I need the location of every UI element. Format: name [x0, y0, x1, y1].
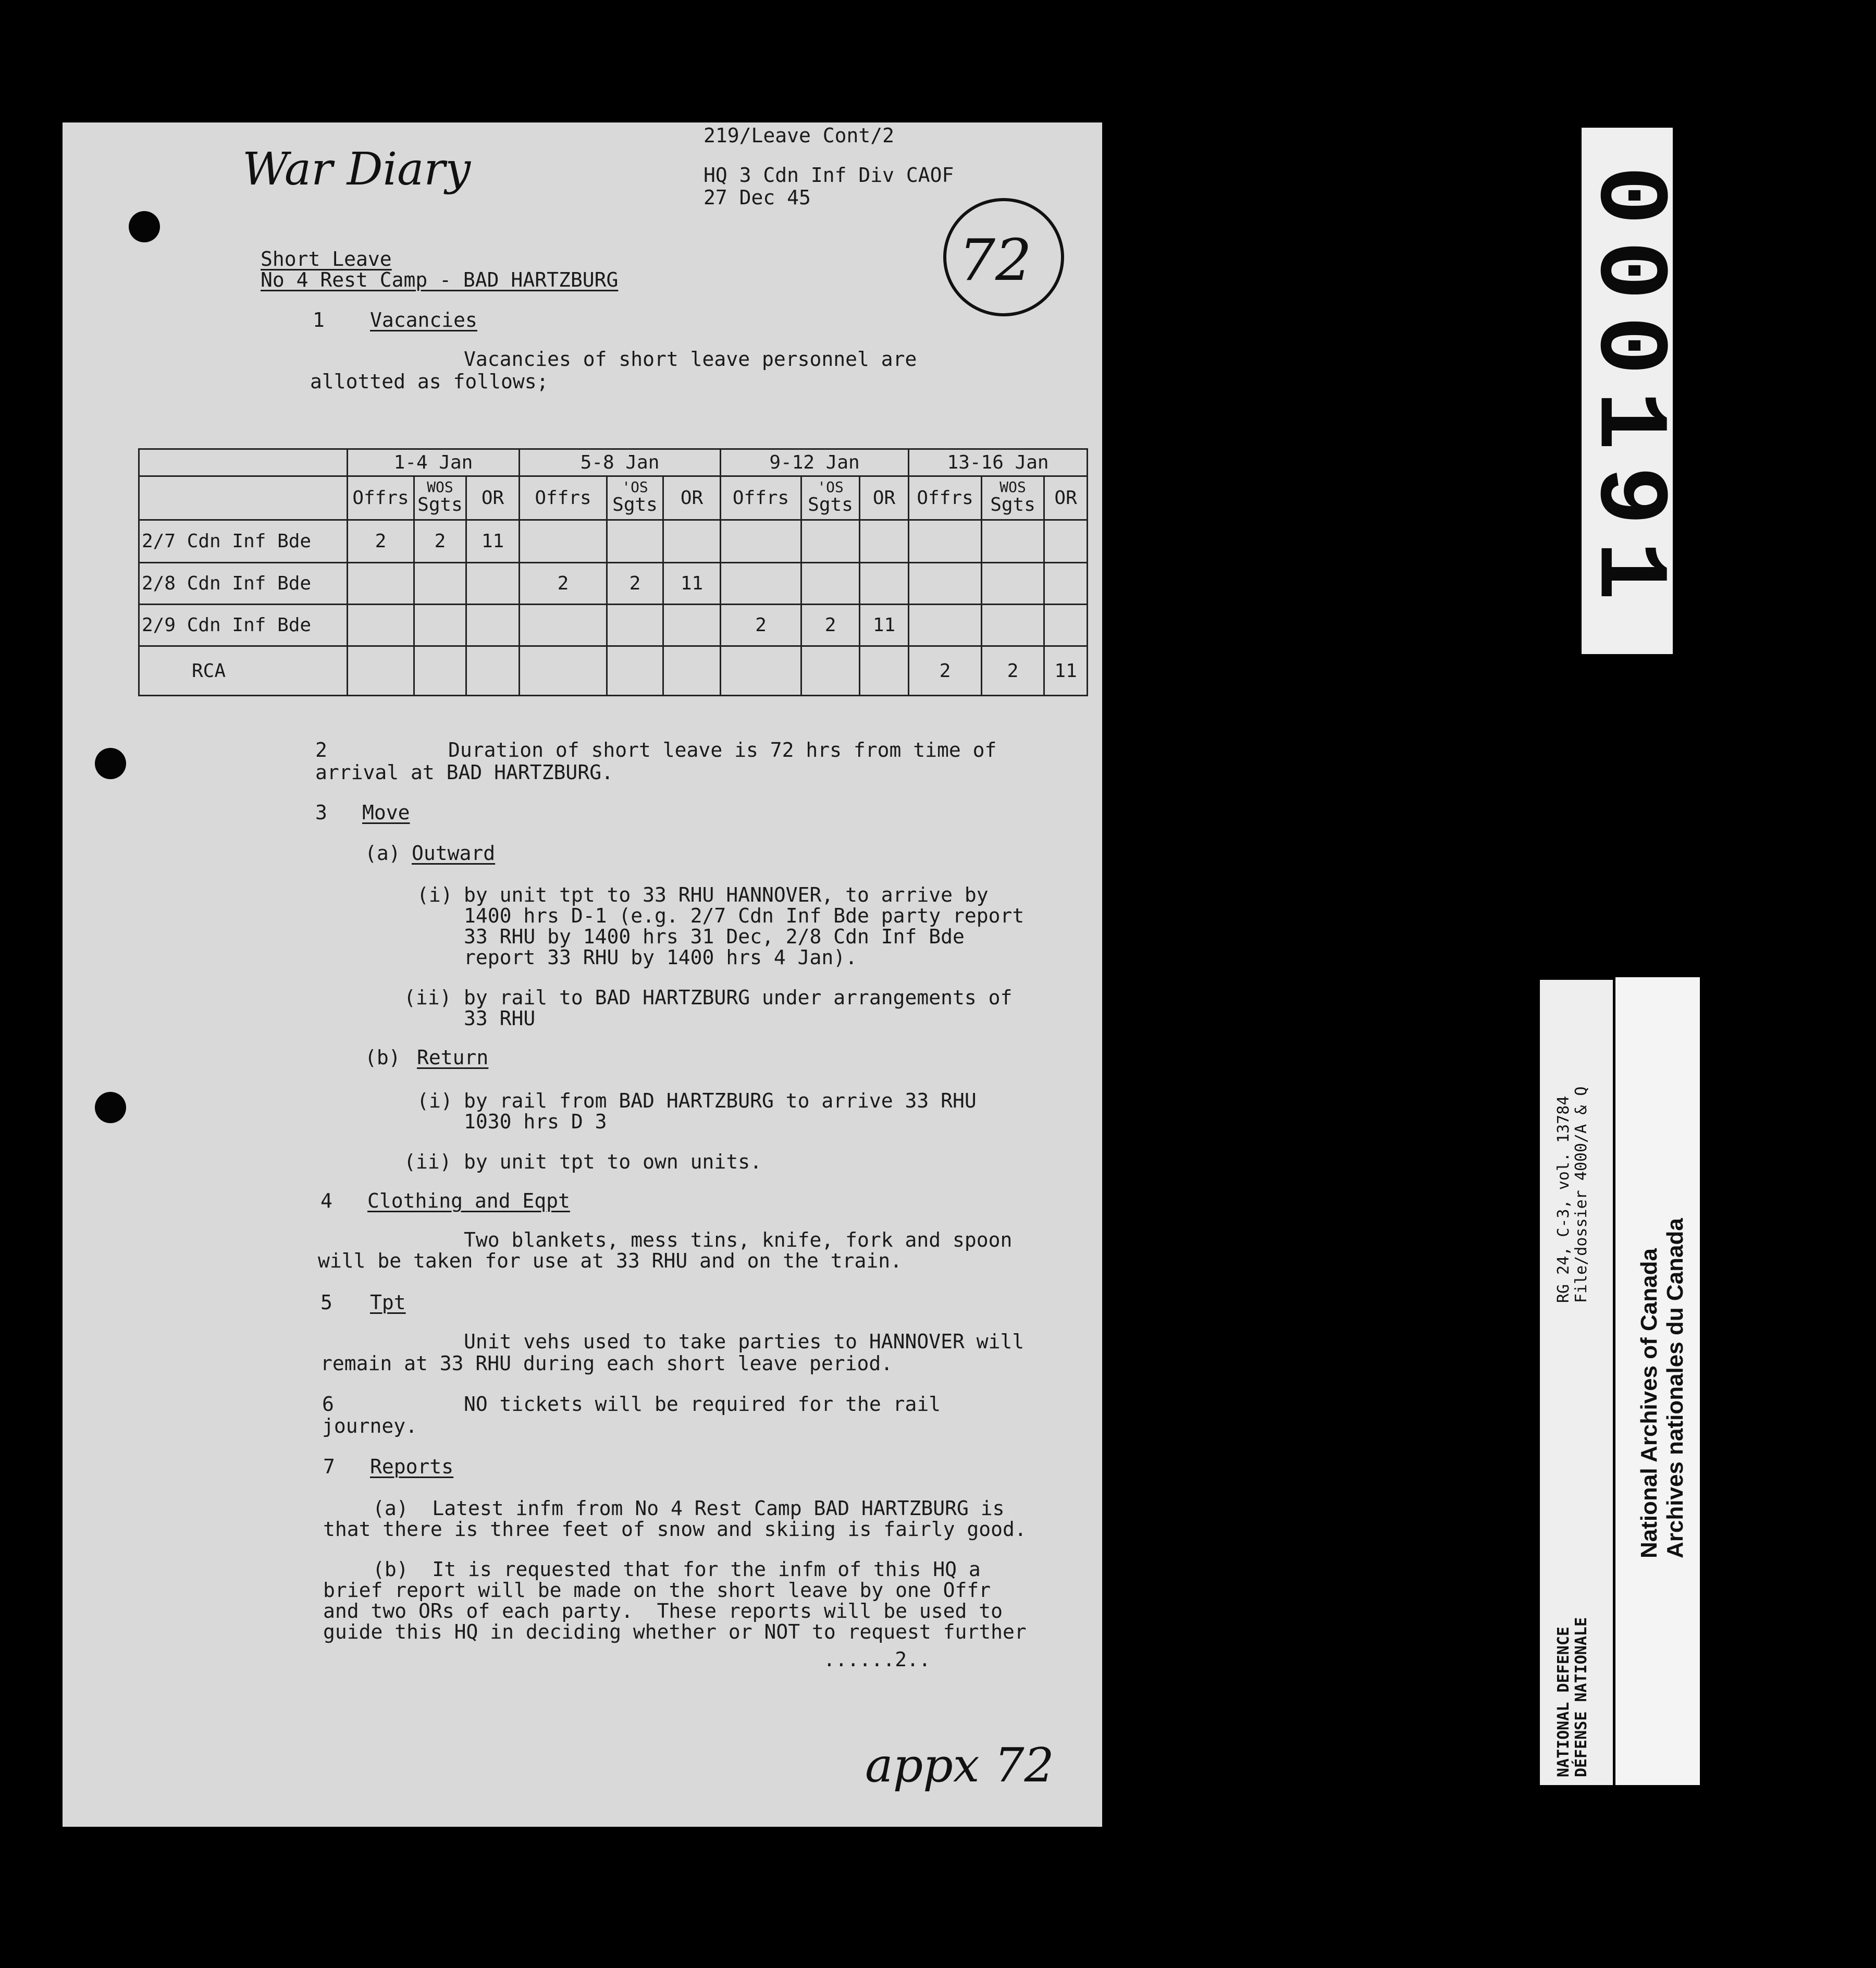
- table-cell: [414, 605, 466, 646]
- move-b-heading: Return: [417, 1046, 489, 1069]
- table-cell: [909, 520, 982, 563]
- punch-hole-top: [129, 211, 160, 242]
- move-a-i-line: report 33 RHU by 1400 hrs 4 Jan).: [464, 946, 857, 969]
- section-5-line-1: Unit vehs used to take parties to HANNOVER will: [464, 1330, 1025, 1353]
- circled-number: 72: [959, 227, 1032, 293]
- table-cell: [721, 563, 801, 605]
- reports-a-line-2: that there is three feet of snow and skiing is fairly good.: [323, 1518, 1027, 1541]
- period-header: 13-16 Jan: [909, 449, 1088, 476]
- table-cell: [860, 563, 909, 605]
- handwritten-title: War Diary: [242, 143, 471, 195]
- row-label: RCA: [139, 646, 348, 696]
- table-cell: [663, 605, 721, 646]
- archives-name-label: [1615, 977, 1700, 1785]
- row-label: 2/9 Cdn Inf Bde: [139, 605, 348, 646]
- col-header-or: OR: [663, 476, 721, 520]
- punch-hole-middle: [95, 748, 126, 779]
- reference-number: 219/Leave Cont/2: [704, 124, 895, 147]
- table-cell: 2: [721, 605, 801, 646]
- document-page: [63, 122, 1102, 1827]
- reports-b-line: guide this HQ in deciding whether or NOT to request further: [323, 1620, 1027, 1643]
- col-header-sgts: [801, 476, 860, 520]
- table-cell: [801, 563, 860, 605]
- section-5-number: 5: [320, 1291, 332, 1314]
- col-header-offrs: Offrs: [909, 476, 982, 520]
- table-row: [139, 605, 1088, 646]
- table-cell: 2: [801, 605, 860, 646]
- subject-line-1: Short Leave: [261, 248, 392, 270]
- sgts-label: Sgts: [808, 494, 853, 515]
- move-a-i-line: 33 RHU by 1400 hrs 31 Dec, 2/8 Cdn Inf Bde: [464, 925, 965, 948]
- table-cell: 2: [520, 563, 607, 605]
- table-cell: [607, 646, 663, 696]
- section-1-heading: Vacancies: [370, 309, 477, 331]
- table-cell: [520, 520, 607, 563]
- table-cell: [982, 605, 1044, 646]
- section-4-number: 4: [320, 1189, 332, 1212]
- table-cell: [801, 520, 860, 563]
- section-7-number: 7: [323, 1455, 335, 1478]
- table-cell: [982, 520, 1044, 563]
- col-header-offrs: Offrs: [721, 476, 801, 520]
- move-b-i-line: by rail from BAD HARTZBURG to arrive 33 RHU: [464, 1089, 977, 1112]
- row-label: 2/8 Cdn Inf Bde: [139, 563, 348, 605]
- table-row: [139, 646, 1088, 696]
- reports-b-line: (b) It is requested that for the infm of this HQ a: [373, 1558, 981, 1581]
- vacancies-table: [138, 448, 1088, 696]
- move-a-label: (a): [365, 842, 401, 865]
- col-header-or: OR: [466, 476, 520, 520]
- archive-number-stamp: [1571, 128, 1683, 654]
- hq-line: HQ 3 Cdn Inf Div CAOF: [704, 164, 954, 187]
- reports-b-line: brief report will be made on the short leave by one Offr: [323, 1579, 991, 1602]
- col-header-sgts: [414, 476, 466, 520]
- sgts-label: Sgts: [612, 494, 658, 515]
- file-reference-line-2: File/dossier 4000/A & Q: [1572, 1086, 1590, 1303]
- table-row: [139, 563, 1088, 605]
- table-cell: [909, 563, 982, 605]
- section-1-line-1: Vacancies of short leave personnel are: [464, 348, 917, 371]
- archive-reference-label: [1540, 980, 1613, 1785]
- section-2-number: 2: [315, 739, 327, 761]
- table-cell: [663, 646, 721, 696]
- move-a-i-label: (i): [417, 883, 453, 906]
- move-b-ii-line: by unit tpt to own units.: [464, 1150, 762, 1173]
- table-row: [139, 520, 1088, 563]
- archive-number: 000191: [1571, 165, 1683, 617]
- table-cell: [607, 605, 663, 646]
- table-cell: [520, 605, 607, 646]
- table-cell: [466, 605, 520, 646]
- table-cell: [348, 646, 414, 696]
- reports-a-line-1: (a) Latest infm from No 4 Rest Camp BAD HARTZBURG is: [373, 1497, 1005, 1520]
- section-3-heading: Move: [362, 801, 410, 824]
- move-b-i-label: (i): [417, 1089, 453, 1112]
- table-cell: [721, 520, 801, 563]
- table-cell: [466, 646, 520, 696]
- section-2-line-1: Duration of short leave is 72 hrs from time of: [448, 739, 997, 761]
- table-cell: [520, 646, 607, 696]
- section-4-line-1: Two blankets, mess tins, knife, fork and spoon: [464, 1228, 1013, 1251]
- sgts-label: Sgts: [417, 494, 463, 515]
- table-cell: [860, 520, 909, 563]
- section-6-number: 6: [322, 1393, 334, 1416]
- period-header: 9-12 Jan: [721, 449, 909, 476]
- move-a-ii-line: 33 RHU: [464, 1007, 536, 1030]
- table-cell: [663, 520, 721, 563]
- table-cell: [414, 563, 466, 605]
- table-cell: [801, 646, 860, 696]
- section-3-number: 3: [315, 801, 327, 824]
- table-label-header: [139, 476, 348, 520]
- section-2-line-2: arrival at BAD HARTZBURG.: [315, 761, 613, 784]
- period-header: 1-4 Jan: [348, 449, 520, 476]
- table-cell: [1044, 605, 1088, 646]
- wos-label: 'OS: [622, 478, 648, 496]
- section-1-number: 1: [313, 309, 325, 331]
- section-7-heading: Reports: [370, 1455, 454, 1478]
- table-cell: [607, 520, 663, 563]
- table-subheader-row: [139, 476, 1088, 520]
- archives-name-french: Archives nationales du Canada: [1662, 1218, 1688, 1558]
- row-label: 2/7 Cdn Inf Bde: [139, 520, 348, 563]
- table-cell: 11: [860, 605, 909, 646]
- date-line: 27 Dec 45: [704, 186, 811, 209]
- punch-hole-bottom: [95, 1092, 126, 1123]
- table-cell: [721, 646, 801, 696]
- move-a-ii-line: by rail to BAD HARTZBURG under arrangements of: [464, 986, 1013, 1009]
- section-5-heading: Tpt: [370, 1291, 406, 1314]
- col-header-sgts: [607, 476, 663, 520]
- table-cell: [348, 563, 414, 605]
- table-cell: 2: [982, 646, 1044, 696]
- period-header: 5-8 Jan: [520, 449, 721, 476]
- table-cell: [982, 563, 1044, 605]
- section-4-line-2: will be taken for use at 33 RHU and on the train.: [318, 1249, 903, 1272]
- move-b-ii-label: (ii): [404, 1150, 452, 1173]
- table-cell: 11: [1044, 646, 1088, 696]
- handwritten-appendix-note: appx 72: [865, 1738, 1054, 1793]
- table-cell: [1044, 563, 1088, 605]
- table-cell: 2: [414, 520, 466, 563]
- table-cell: [860, 646, 909, 696]
- subject-line-2: No 4 Rest Camp - BAD HARTZBURG: [261, 268, 619, 291]
- section-6-line-1: NO tickets will be required for the rail: [464, 1393, 941, 1416]
- table-period-row: [139, 449, 1088, 476]
- col-header-offrs: Offrs: [348, 476, 414, 520]
- table-cell: 2: [909, 646, 982, 696]
- table-corner-cell: [139, 449, 348, 476]
- table-cell: 2: [607, 563, 663, 605]
- wos-label: WOS: [427, 478, 453, 496]
- table-cell: [414, 646, 466, 696]
- table-cell: [1044, 520, 1088, 563]
- move-a-ii-label: (ii): [404, 986, 452, 1009]
- col-header-offrs: Offrs: [520, 476, 607, 520]
- sgts-label: Sgts: [990, 494, 1035, 515]
- reports-b-line: and two ORs of each party. These reports will be used to: [323, 1600, 1003, 1622]
- section-6-line-2: journey.: [322, 1415, 418, 1437]
- move-a-i-line: by unit tpt to 33 RHU HANNOVER, to arrive by: [464, 883, 989, 906]
- department-line-2: DÉFENSE NATIONALE: [1572, 1617, 1590, 1777]
- wos-label: WOS: [999, 478, 1026, 496]
- col-header-or: OR: [1044, 476, 1088, 520]
- table-cell: [466, 563, 520, 605]
- move-a-i-line: 1400 hrs D-1 (e.g. 2/7 Cdn Inf Bde party report: [464, 904, 1025, 927]
- move-b-i-line: 1030 hrs D 3: [464, 1110, 607, 1133]
- section-5-line-2: remain at 33 RHU during each short leave period.: [320, 1352, 893, 1375]
- table-cell: [909, 605, 982, 646]
- section-4-heading: Clothing and Eqpt: [367, 1189, 570, 1212]
- move-b-label: (b): [365, 1046, 401, 1069]
- move-a-heading: Outward: [412, 842, 496, 865]
- table-cell: 11: [466, 520, 520, 563]
- table-cell: 2: [348, 520, 414, 563]
- table-cell: 11: [663, 563, 721, 605]
- archives-name-english: National Archives of Canada: [1636, 1248, 1662, 1558]
- file-reference-line-1: RG 24, C-3, vol. 13784: [1554, 1096, 1573, 1303]
- table-cell: [348, 605, 414, 646]
- wos-label: 'OS: [817, 478, 844, 496]
- continuation-marker: ......2..: [823, 1648, 931, 1671]
- section-1-line-2: allotted as follows;: [310, 370, 549, 393]
- col-header-or: OR: [860, 476, 909, 520]
- department-line-1: NATIONAL DEFENCE: [1554, 1627, 1573, 1777]
- col-header-sgts: [982, 476, 1044, 520]
